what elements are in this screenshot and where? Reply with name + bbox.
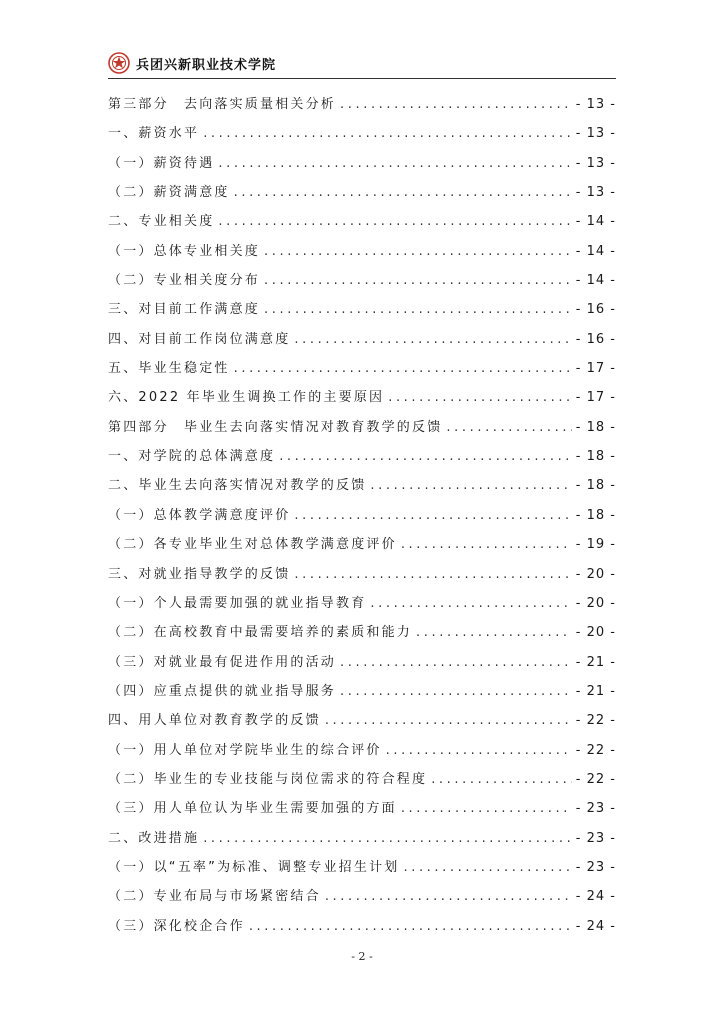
toc-entry[interactable]: [108, 560, 616, 589]
toc-dot-leader: [264, 266, 572, 295]
toc-entry-label: （二）专业布局与市场紧密结合: [108, 889, 321, 905]
toc-dot-leader: [340, 648, 572, 677]
toc-entry-page: - 23 -: [575, 830, 616, 846]
toc-entry-label: 四、用人单位对教育教学的反馈: [108, 713, 321, 729]
toc-dot-leader: [325, 882, 572, 911]
toc-entry[interactable]: [108, 706, 616, 735]
toc-dot-leader: [401, 530, 572, 559]
toc-entry[interactable]: [108, 794, 616, 823]
toc-entry[interactable]: [108, 882, 616, 911]
toc-entry-page: - 20 -: [575, 566, 616, 582]
table-of-contents: [108, 90, 616, 941]
toc-dot-leader: [249, 912, 572, 941]
toc-dot-leader: [386, 736, 572, 765]
toc-entry-label: 二、毕业生去向落实情况对教学的反馈: [108, 478, 367, 494]
toc-entry-label: （二）在高校教育中最需要培养的素质和能力: [108, 625, 413, 641]
toc-dot-leader: [203, 119, 572, 148]
toc-entry-page: - 24 -: [575, 918, 616, 934]
toc-entry-page: - 24 -: [575, 889, 616, 905]
toc-entry-label: 一、薪资水平: [108, 126, 200, 142]
toc-entry-page: - 22 -: [575, 713, 616, 729]
toc-entry-label: （二）各专业毕业生对总体教学满意度评价: [108, 537, 397, 553]
toc-entry[interactable]: [108, 589, 616, 618]
toc-entry-label: （一）薪资待遇: [108, 155, 215, 171]
toc-entry-page: - 19 -: [575, 537, 616, 553]
page-number: - 2 -: [351, 950, 373, 963]
toc-entry[interactable]: [108, 677, 616, 706]
toc-entry-label: （三）对就业最有促进作用的活动: [108, 654, 337, 670]
toc-entry-label: （一）个人最需要加强的就业指导教育: [108, 595, 367, 611]
toc-entry-page: - 14 -: [575, 273, 616, 289]
toc-entry-page: - 22 -: [575, 771, 616, 787]
toc-dot-leader: [370, 589, 571, 618]
toc-dot-leader: [401, 794, 572, 823]
toc-entry[interactable]: [108, 765, 616, 794]
toc-entry-page: - 23 -: [575, 859, 616, 875]
toc-dot-leader: [294, 560, 571, 589]
toc-entry[interactable]: [108, 266, 616, 295]
toc-entry-page: - 13 -: [575, 97, 616, 112]
toc-entry[interactable]: [108, 325, 616, 354]
toc-entry-page: - 17 -: [575, 361, 616, 377]
toc-entry[interactable]: [108, 149, 616, 178]
toc-dot-leader: [416, 618, 572, 647]
toc-entry-page: - 17 -: [575, 390, 616, 406]
toc-entry-label: （一）总体专业相关度: [108, 243, 261, 259]
toc-entry-label: 四、对目前工作岗位满意度: [108, 331, 291, 347]
toc-entry[interactable]: [108, 501, 616, 530]
toc-entry-page: - 16 -: [575, 331, 616, 347]
toc-entry[interactable]: [108, 618, 616, 647]
toc-entry-label: （一）用人单位对学院毕业生的综合评价: [108, 742, 382, 758]
toc-entry-label: （一）总体教学满意度评价: [108, 507, 291, 523]
toc-entry-page: - 20 -: [575, 625, 616, 641]
toc-entry-label: 二、专业相关度: [108, 214, 215, 230]
toc-dot-leader: [218, 207, 571, 236]
toc-dot-leader: [279, 442, 572, 471]
toc-entry[interactable]: [108, 824, 616, 853]
toc-entry[interactable]: [108, 912, 616, 941]
toc-entry-page: - 18 -: [575, 419, 616, 435]
toc-entry-page: - 14 -: [575, 214, 616, 230]
toc-entry-page: - 22 -: [575, 742, 616, 758]
toc-entry[interactable]: [108, 413, 616, 442]
toc-dot-leader: [294, 325, 571, 354]
toc-entry-label: （二）薪资满意度: [108, 185, 230, 201]
college-seal-logo: [108, 52, 130, 74]
toc-dot-leader: [403, 853, 571, 882]
toc-entry-page: - 18 -: [575, 507, 616, 523]
toc-entry-page: - 14 -: [575, 243, 616, 259]
toc-entry-label: （三）深化校企合作: [108, 918, 245, 934]
toc-entry[interactable]: [108, 853, 616, 882]
toc-dot-leader: [446, 413, 571, 442]
toc-entry[interactable]: [108, 471, 616, 500]
toc-dot-leader: [325, 706, 572, 735]
toc-dot-leader: [234, 354, 572, 383]
toc-entry-label: 二、改进措施: [108, 830, 200, 846]
toc-entry-label: （二）毕业生的专业技能与岗位需求的符合程度: [108, 771, 428, 787]
toc-dot-leader: [234, 178, 572, 207]
toc-dot-leader: [203, 824, 572, 853]
toc-entry-label: 六、2022 年毕业生调换工作的主要原因: [108, 390, 385, 406]
toc-entry[interactable]: [108, 383, 616, 412]
toc-entry-page: - 21 -: [575, 654, 616, 670]
toc-entry[interactable]: [108, 237, 616, 266]
toc-dot-leader: [218, 149, 571, 178]
toc-entry[interactable]: [108, 207, 616, 236]
toc-dot-leader: [340, 677, 572, 706]
toc-entry-page: - 23 -: [575, 801, 616, 817]
page-header: [108, 48, 616, 78]
toc-entry-label: 第四部分 毕业生去向落实情况对教育教学的反馈: [108, 419, 443, 435]
toc-entry[interactable]: [108, 178, 616, 207]
toc-entry-label: 五、毕业生稳定性: [108, 361, 230, 377]
header-divider: [108, 78, 616, 79]
toc-entry-label: 一、对学院的总体满意度: [108, 449, 276, 465]
header-title: 兵团兴新职业技术学院: [136, 58, 277, 73]
toc-entry[interactable]: [108, 530, 616, 559]
toc-entry-page: - 13 -: [575, 185, 616, 201]
toc-entry-label: （一）以“五率”为标准、调整专业招生计划: [108, 859, 400, 875]
toc-dot-leader: [340, 90, 572, 119]
toc-entry-label: 三、对就业指导教学的反馈: [108, 566, 291, 582]
toc-entry-label: （二）专业相关度分布: [108, 273, 261, 289]
toc-entry-page: - 18 -: [575, 478, 616, 494]
toc-dot-leader: [264, 295, 572, 324]
toc-entry-page: - 13 -: [575, 126, 616, 142]
toc-entry-label: 三、对目前工作满意度: [108, 302, 261, 318]
toc-entry-label: （四）应重点提供的就业指导服务: [108, 683, 337, 699]
toc-entry[interactable]: [108, 648, 616, 677]
toc-entry-page: - 13 -: [575, 155, 616, 171]
toc-dot-leader: [264, 237, 572, 266]
toc-entry-page: - 18 -: [575, 449, 616, 465]
toc-entry[interactable]: [108, 354, 616, 383]
toc-entry[interactable]: [108, 295, 616, 324]
toc-entry[interactable]: [108, 119, 616, 148]
toc-dot-leader: [294, 501, 571, 530]
toc-dot-leader: [370, 471, 571, 500]
toc-entry-page: - 16 -: [575, 302, 616, 318]
toc-dot-leader: [388, 383, 572, 412]
toc-entry[interactable]: [108, 90, 616, 119]
toc-entry-label: 第三部分 去向落实质量相关分析: [108, 97, 337, 112]
toc-entry[interactable]: [108, 736, 616, 765]
toc-dot-leader: [431, 765, 572, 794]
toc-entry[interactable]: [108, 442, 616, 471]
toc-entry-page: - 20 -: [575, 595, 616, 611]
toc-entry-label: （三）用人单位认为毕业生需要加强的方面: [108, 801, 397, 817]
toc-entry-page: - 21 -: [575, 683, 616, 699]
